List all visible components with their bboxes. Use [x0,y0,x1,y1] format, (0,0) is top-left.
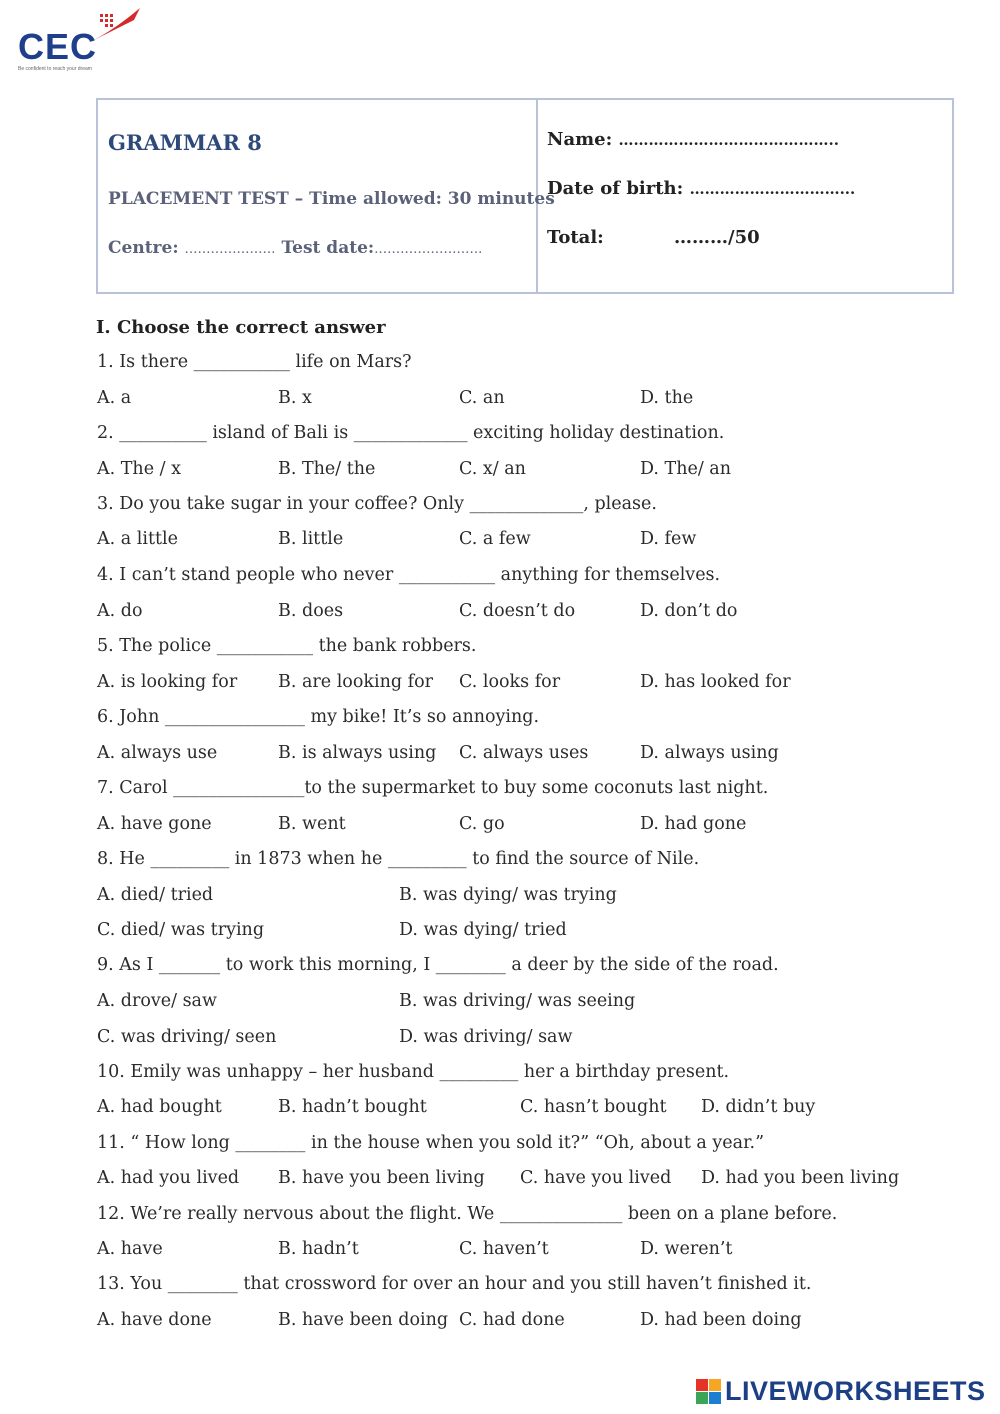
liveworksheets-watermark [696,1376,986,1407]
cec-logo [16,6,136,76]
question-11: 11. “ How long ________ in the house when you sold it?” “Oh, about a year.” [97,1133,765,1153]
q5-option-c[interactable]: C. looks for [459,672,561,692]
q8-option-a[interactable]: A. died/ tried [97,885,214,905]
q11-option-d[interactable]: D. had you been living [701,1168,900,1188]
q1-option-b[interactable]: B. x [278,388,312,408]
q2-option-b[interactable]: B. The/ the [278,459,376,479]
name-label: Name: [547,129,613,150]
grammar-title: GRAMMAR 8 [108,130,262,155]
student-info-panel [538,100,952,292]
logo-tagline: Be confident to reach your dream [18,66,92,72]
question-12: 12. We’re really nervous about the flight. We ______________ been on a plane before. [97,1204,838,1224]
q11-option-c[interactable]: C. have you lived [520,1168,672,1188]
question-6: 6. John ________________ my bike! It’s so annoying. [97,707,540,727]
q4-option-b[interactable]: B. does [278,601,344,621]
q8-option-c[interactable]: C. died/ was trying [97,920,265,940]
q4-option-d[interactable]: D. don’t do [640,601,738,621]
q3-option-c[interactable]: C. a few [459,529,531,549]
centre-field[interactable]: ………………… [184,242,276,257]
q8-option-b[interactable]: B. was dying/ was trying [399,885,617,905]
q5-option-a[interactable]: A. is looking for [97,672,238,692]
test-date-field[interactable]: ……………………. [374,242,483,257]
question-9: 9. As I _______ to work this morning, I ________ a deer by the side of the road. [97,955,779,975]
q6-option-d[interactable]: D. always using [640,743,779,763]
question-1: 1. Is there ___________ life on Mars? [97,352,412,372]
name-field[interactable]: …………………………………….. [618,131,839,149]
q1-option-a[interactable]: A. a [97,388,132,408]
q9-option-d[interactable]: D. was driving/ saw [399,1027,573,1047]
name-row [547,129,839,150]
q4-option-a[interactable]: A. do [97,601,143,621]
q2-option-a[interactable]: A. The / x [97,459,181,479]
q7-option-c[interactable]: C. go [459,814,505,834]
q12-option-d[interactable]: D. weren’t [640,1239,733,1259]
centre-line [108,238,482,258]
q12-option-a[interactable]: A. have [97,1239,163,1259]
q10-option-c[interactable]: C. hasn’t bought [520,1097,667,1117]
q1-option-d[interactable]: D. the [640,388,694,408]
total-score: ………/50 [674,227,760,248]
q7-option-b[interactable]: B. went [278,814,346,834]
q6-option-a[interactable]: A. always use [97,743,218,763]
q7-option-a[interactable]: A. have gone [97,814,212,834]
q10-option-b[interactable]: B. hadn’t bought [278,1097,427,1117]
centre-label: Centre: [108,238,179,258]
q11-option-b[interactable]: B. have you been living [278,1168,485,1188]
q10-option-d[interactable]: D. didn’t buy [701,1097,816,1117]
dob-label: Date of birth: [547,178,684,199]
q9-option-b[interactable]: B. was driving/ was seeing [399,991,636,1011]
q12-option-c[interactable]: C. haven’t [459,1239,549,1259]
q2-option-c[interactable]: C. x/ an [459,459,526,479]
q4-option-c[interactable]: C. doesn’t do [459,601,576,621]
question-7: 7. Carol _______________to the supermarket to buy some coconuts last night. [97,778,769,798]
question-5: 5. The police ___________ the bank robbers. [97,636,477,656]
q13-option-c[interactable]: C. had done [459,1310,565,1330]
test-date-label: Test date: [281,238,375,258]
q3-option-a[interactable]: A. a little [97,529,178,549]
q8-option-d[interactable]: D. was dying/ tried [399,920,567,940]
q9-option-a[interactable]: A. drove/ saw [97,991,217,1011]
q6-option-b[interactable]: B. is always using [278,743,437,763]
placement-line: PLACEMENT TEST – Time allowed: 30 minutes [108,189,555,209]
q9-option-c[interactable]: C. was driving/ seen [97,1027,277,1047]
q12-option-b[interactable]: B. hadn’t [278,1239,359,1259]
q7-option-d[interactable]: D. had gone [640,814,747,834]
question-10: 10. Emily was unhappy – her husband _________ her a birthday present. [97,1062,730,1082]
question-3: 3. Do you take sugar in your coffee? Only _____________, please. [97,494,657,514]
liveworksheets-cubes-icon [696,1379,721,1404]
liveworksheets-text: LIVEWORKSHEETS [725,1376,986,1406]
question-8: 8. He _________ in 1873 when he _________ to find the source of Nile. [97,849,700,869]
q11-option-a[interactable]: A. had you lived [97,1168,240,1188]
dob-field[interactable]: …………………………... [689,180,856,198]
q5-option-d[interactable]: D. has looked for [640,672,791,692]
total-label: Total: [547,227,604,248]
logo-text: CEC [18,26,98,67]
q2-option-d[interactable]: D. The/ an [640,459,731,479]
q10-option-a[interactable]: A. had bought [97,1097,222,1117]
test-header-box [96,98,954,294]
test-info-panel [98,100,555,292]
q5-option-b[interactable]: B. are looking for [278,672,433,692]
question-2: 2. __________ island of Bali is _____________ exciting holiday destination. [97,423,725,443]
q1-option-c[interactable]: C. an [459,388,505,408]
q3-option-b[interactable]: B. little [278,529,344,549]
section-title: I. Choose the correct answer [96,317,386,338]
q13-option-b[interactable]: B. have been doing [278,1310,449,1330]
question-13: 13. You ________ that crossword for over an hour and you still haven’t finished it. [97,1274,812,1294]
q6-option-c[interactable]: C. always uses [459,743,589,763]
q13-option-d[interactable]: D. had been doing [640,1310,802,1330]
q13-option-a[interactable]: A. have done [97,1310,212,1330]
question-4: 4. I can’t stand people who never ___________ anything for themselves. [97,565,721,585]
q3-option-d[interactable]: D. few [640,529,697,549]
dob-row [547,178,855,199]
